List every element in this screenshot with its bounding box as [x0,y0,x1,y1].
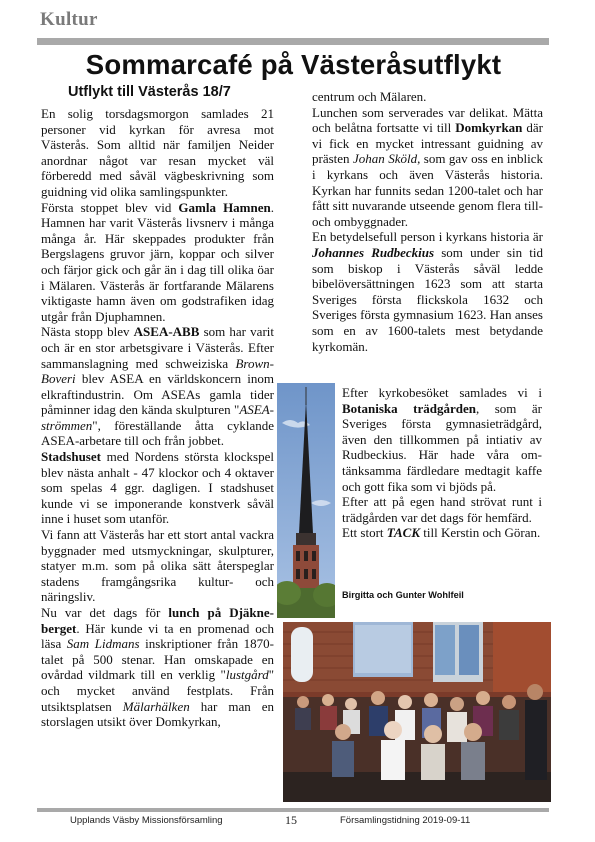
page-number: 15 [285,813,297,827]
paragraph: Vi fann att Västerås har ett stort antal vackra byggnader med utsmyckningar, skulpturer, statyer m.m. som på olika sätt återspeglar stadens framgångsrika kultur- och näringsliv. [41,527,274,605]
paragraph: Efter kyrkobesöket samlades vi i Botaniska trädgården, som är Sveriges första gymnasieträdgård, även den tillkommen på intiativ av Rudbeckius. Här hade våra omtänksamma färdledare medtagit kaffe och gott fika som vi bjöds på. [342,385,542,494]
paragraph: Nu var det dags för lunch på Djäkneberget. Här kunde vi ta en promenad och läsa Sam Lidmans inskriptioner från 1870-talet på 500 stenar. Han omskapade en ovårdad vildmark till en verklig "lustgård" och mycket använd festplats. Från utsiktsplatsen Mälarhälken har man en storslagen utsikt över Domkyrkan, [41,605,274,730]
bottom-rule [37,808,549,812]
paragraph: Efter att på egen hand strövat runt i trädgården var det dags för hemfärd. [342,494,542,525]
paragraph: Stadshuset med Nordens största klockspel blev nästa anhalt - 47 klockor och 4 oktaver som spelas 4 ggr. dagligen. I stadshuset kunde vi se imponerande konstverk såväl inne i huset som utanför. [41,449,274,527]
section-heading: Kultur [40,9,98,30]
article-subtitle: Utflykt till Västerås 18/7 [68,84,231,100]
paragraph: Första stoppet blev vid Gamla Hamnen. Hamnen har varit Västerås livsnerv i många många år. Här skeppades produkter från Bergslagens gruvor järn, koppar och silver och färjor gick och går än i dag till olika öar i Mälaren. Västerås är fortfarande Mälarens viktigaste hamn även om godstrafiken idag utgår från Djuphamnen. [41,199,274,324]
paragraph: Nästa stopp blev ASEA-ABB som har varit och är en stor arbetsgivare i Västerås. Efter sammanslagning med schweiziska Brown-Boveri blev ASEA en världskoncern inom elkraftindustrin. Om ASEAs gamla tider påminner idag den kända skulpturen "ASEA-strömmen", föreställande åtta cyklande ASEA-arbetare till och från jobbet. [41,324,274,449]
article-column-1 [41,106,274,730]
paragraph: En solig torsdagsmorgon samlades 21 personer vid kyrkan för avresa mot Västerås. Som alltid när familjen Neider anordnar något var resan mycket väl förberedd med såväl vägbeskrivning som guidning vid olika samlingspunkter. [41,106,274,199]
paragraph: centrum och Mälaren. [312,89,427,104]
footer-organization: Upplands Väsby Missionsförsamling [70,815,223,826]
article-column-2 [312,89,543,354]
article-title: Sommarcafé på Västeråsutflykt [85,49,502,80]
paragraph: En betydelsefull person i kyrkans historia är Johannes Rudbeckius som under sin tid som biskop i Västerås såväl ledde bibelöversättningen 1623 som att starta Sveriges första flickskola 1632 och Sveriges första gymnasium 1623. Han anses som en av 1600-talets mest betydande kyrkomän. [312,229,543,354]
paragraph: Ett stort TACK till Kerstin och Göran. [342,525,541,541]
article-column-3 [342,385,542,541]
cathedral-tower-photo [277,383,335,618]
group-photo-cafe [283,622,551,802]
footer-publication: Församlingstidning 2019-09-11 [340,815,471,826]
top-rule [37,38,549,45]
paragraph: Lunchen som serverades var delikat. Mätta och belåtna fortsatte vi till Domkyrkan där vi fick en mycket intressant guidning av prästen Johan Sköld, som gav oss en inblick i kyrkans och även Västerås historia. Kyrkan har funnits sedan 1200-talet och har fått sitt nuvarande utseende genom flera till- och ombyggnader. [312,104,543,229]
article-byline: Birgitta och Gunter Wohlfeil [342,590,464,600]
